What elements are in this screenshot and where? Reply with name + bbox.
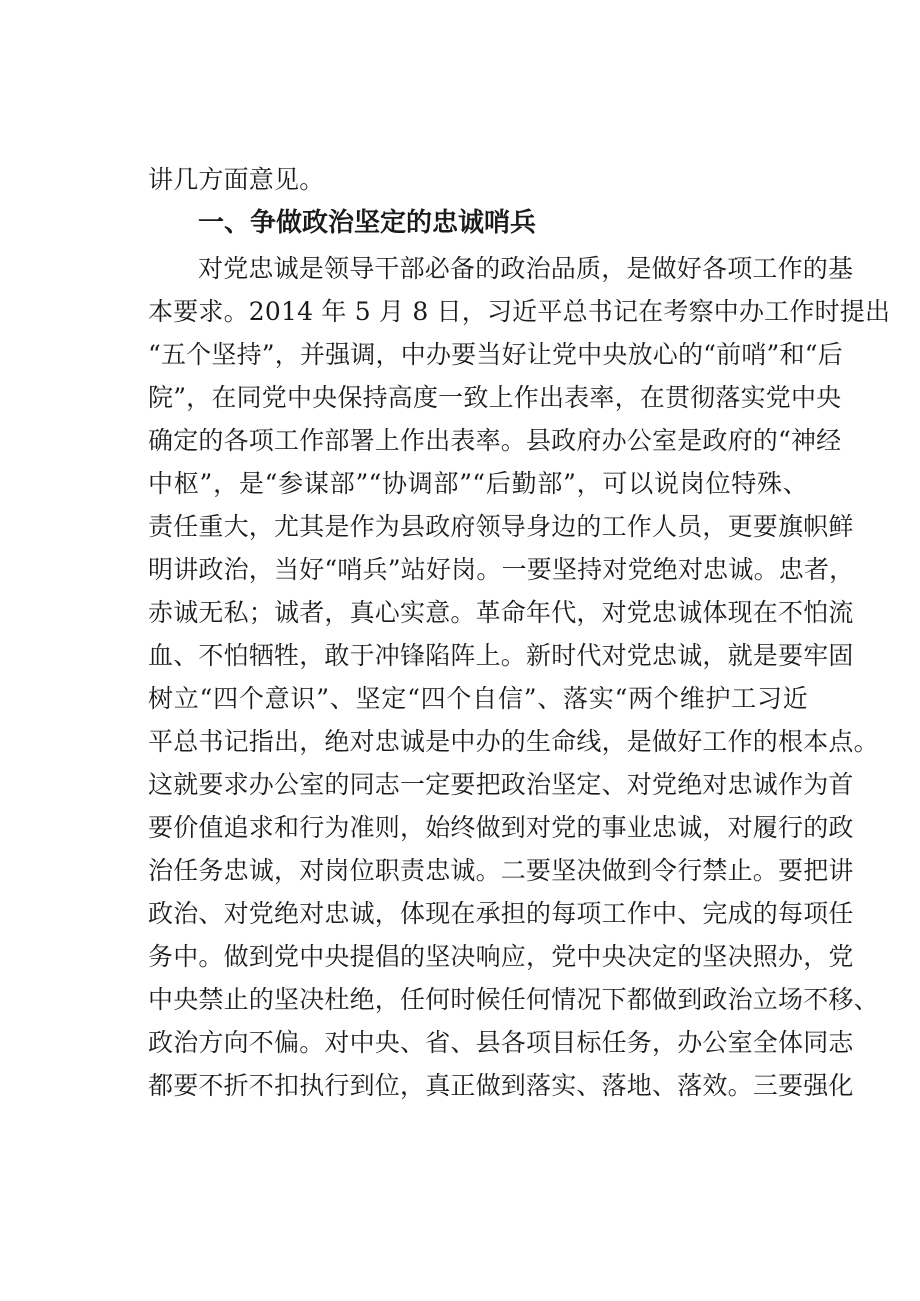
paragraph-line: “五个坚持”，并强调，中办要当好让党中央放心的“前哨”和“后 (148, 340, 843, 369)
paragraph-line: 都要不折不扣执行到位，真正做到落实、落地、落效。三要强化 (148, 1071, 854, 1100)
paragraph-line: 中央禁止的坚决杜绝，任何时候任何情况下都做到政治立场不移、 (148, 985, 879, 1014)
paragraph-line: 中枢”，是“参谋部”“协调部”“后勤部”，可以说岗位特殊、 (148, 469, 808, 498)
paragraph-line: 确定的各项工作部署上作出表率。县政府办公室是政府的“神经 (148, 426, 842, 455)
paragraph-line: 树立“四个意识”、坚定“四个自信”、落实“两个维护工习近 (148, 684, 808, 713)
paragraph-line: 本要求。2014 年 5 月 8 日，习近平总书记在考察中办工作时提出 (148, 297, 891, 326)
paragraph-line: 务中。做到党中央提倡的坚决响应，党中央决定的坚决照办，党 (148, 942, 854, 971)
paragraph-line: 明讲政治，当好“哨兵”站好岗。一要坚持对党绝对忠诚。忠者， (148, 555, 855, 584)
opening-line: 讲几方面意见。 (148, 165, 325, 194)
paragraph-line: 对党忠诚是领导干部必备的政治品质，是做好各项工作的基 (198, 254, 854, 283)
paragraph-line: 治任务忠诚，对岗位职责忠诚。二要坚决做到令行禁止。要把讲 (148, 856, 854, 885)
paragraph-line: 院”，在同党中央保持高度一致上作出表率，在贯彻落实党中央 (148, 383, 842, 412)
paragraph-line: 要价值追求和行为准则，始终做到对党的事业忠诚，对履行的政 (148, 813, 854, 842)
paragraph-line: 赤诚无私；诚者，真心实意。革命年代，对党忠诚体现在不怕流 (148, 598, 854, 627)
paragraph-line: 血、不怕牺牲，敢于冲锋陷阵上。新时代对党忠诚，就是要牢固 (148, 641, 854, 670)
paragraph-line: 这就要求办公室的同志一定要把政治坚定、对党绝对忠诚作为首 (148, 770, 854, 799)
paragraph-line: 平总书记指出，绝对忠诚是中办的生命线，是做好工作的根本点。 (148, 727, 879, 756)
paragraph-line: 政治方向不偏。对中央、省、县各项目标任务，办公室全体同志 (148, 1028, 854, 1057)
paragraph-line: 责任重大，尤其是作为县政府领导身边的工作人员，更要旗帜鲜 (148, 512, 854, 541)
section-heading: 一、争做政治坚定的忠诚哨兵 (198, 208, 537, 238)
paragraph-line: 政治、对党绝对忠诚，体现在承担的每项工作中、完成的每项任 (148, 899, 854, 928)
